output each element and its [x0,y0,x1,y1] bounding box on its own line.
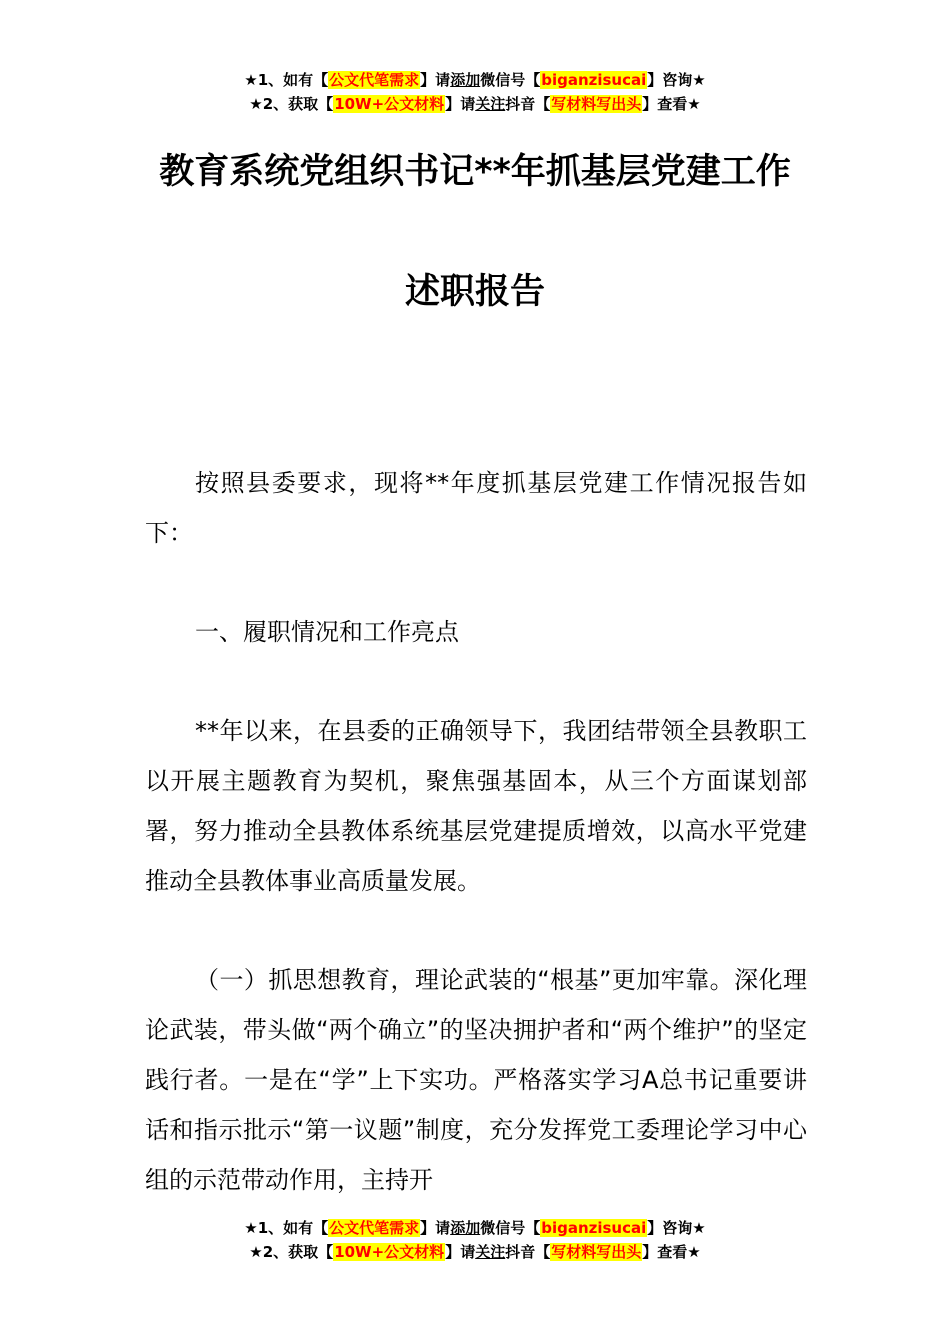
footer-line2-highlight2: 写材料写出头 [551,1243,642,1261]
footer-banner [0,1216,950,1264]
header-banner [0,68,950,116]
banner-line2-highlight2: 写材料写出头 [551,95,642,113]
footer-line1-prefix: ★1、如有【 [244,1219,329,1237]
banner-line2-prefix: ★2、获取【 [249,95,334,113]
banner-line1-highlight1: 公文代笔需求 [329,71,420,89]
banner-line1-prefix: ★1、如有【 [244,71,329,89]
section-heading: 一、履职情况和工作亮点 [195,618,459,646]
footer-line2-mid2: 抖音【 [505,1243,551,1261]
footer-line1-underline: 添加 [450,1219,481,1237]
footer-banner-line-1 [0,1216,950,1240]
footer-line2-underline: 关注 [475,1243,506,1261]
footer-banner-line-2 [0,1240,950,1264]
banner-line1-mid2: 微信号【 [480,71,541,89]
banner-line2-suffix: 】查看★ [642,95,701,113]
banner-line1-underline: 添加 [450,71,481,89]
footer-line2-highlight1: 10W+公文材料 [334,1243,445,1261]
footer-line1-mid2: 微信号【 [480,1219,541,1237]
banner-line2-highlight1: 10W+公文材料 [334,95,445,113]
banner-line2-mid2: 抖音【 [505,95,551,113]
footer-line1-mid1: 】请 [420,1219,451,1237]
document-title-line-1: 教育系统党组织书记**年抓基层党建工作 [159,152,791,192]
intro-paragraph: 按照县委要求，现将**年度抓基层党建工作情况报告如下： [145,469,807,547]
footer-line2-suffix: 】查看★ [642,1243,701,1261]
banner-line-1 [0,68,950,92]
footer-line1-highlight2: biganzisucai [541,1219,647,1237]
footer-line1-highlight1: 公文代笔需求 [329,1219,420,1237]
footer-line2-prefix: ★2、获取【 [249,1243,334,1261]
footer-line2-mid1: 】请 [445,1243,476,1261]
banner-line1-mid1: 】请 [420,71,451,89]
banner-line-2 [0,92,950,116]
banner-line1-highlight2: biganzisucai [541,71,647,89]
banner-line1-suffix: 】咨询★ [647,71,706,89]
body-paragraph-1: **年以来，在县委的正确领导下，我团结带领全县教职工以开展主题教育为契机，聚焦强基固本，从三个方面谋划部署，努力推动全县教体系统基层党建提质增效，以高水平党建推动全县教体事业高质量发展。 [145,717,807,895]
banner-line2-underline: 关注 [475,95,506,113]
document-title-line-2: 述职报告 [404,272,545,312]
banner-line2-mid1: 】请 [445,95,476,113]
body-paragraph-2: （一）抓思想教育，理论武装的“根基”更加牢靠。深化理论武装，带头做“两个确立”的坚决拥护者和“两个维护”的坚定践行者。一是在“学”上下实功。严格落实学习A总书记重要讲话和指示批示“第一议题”制度，充分发挥党工委理论学习中心组的示范带动作用，主持开 [145,966,807,1194]
footer-line1-suffix: 】咨询★ [647,1219,706,1237]
